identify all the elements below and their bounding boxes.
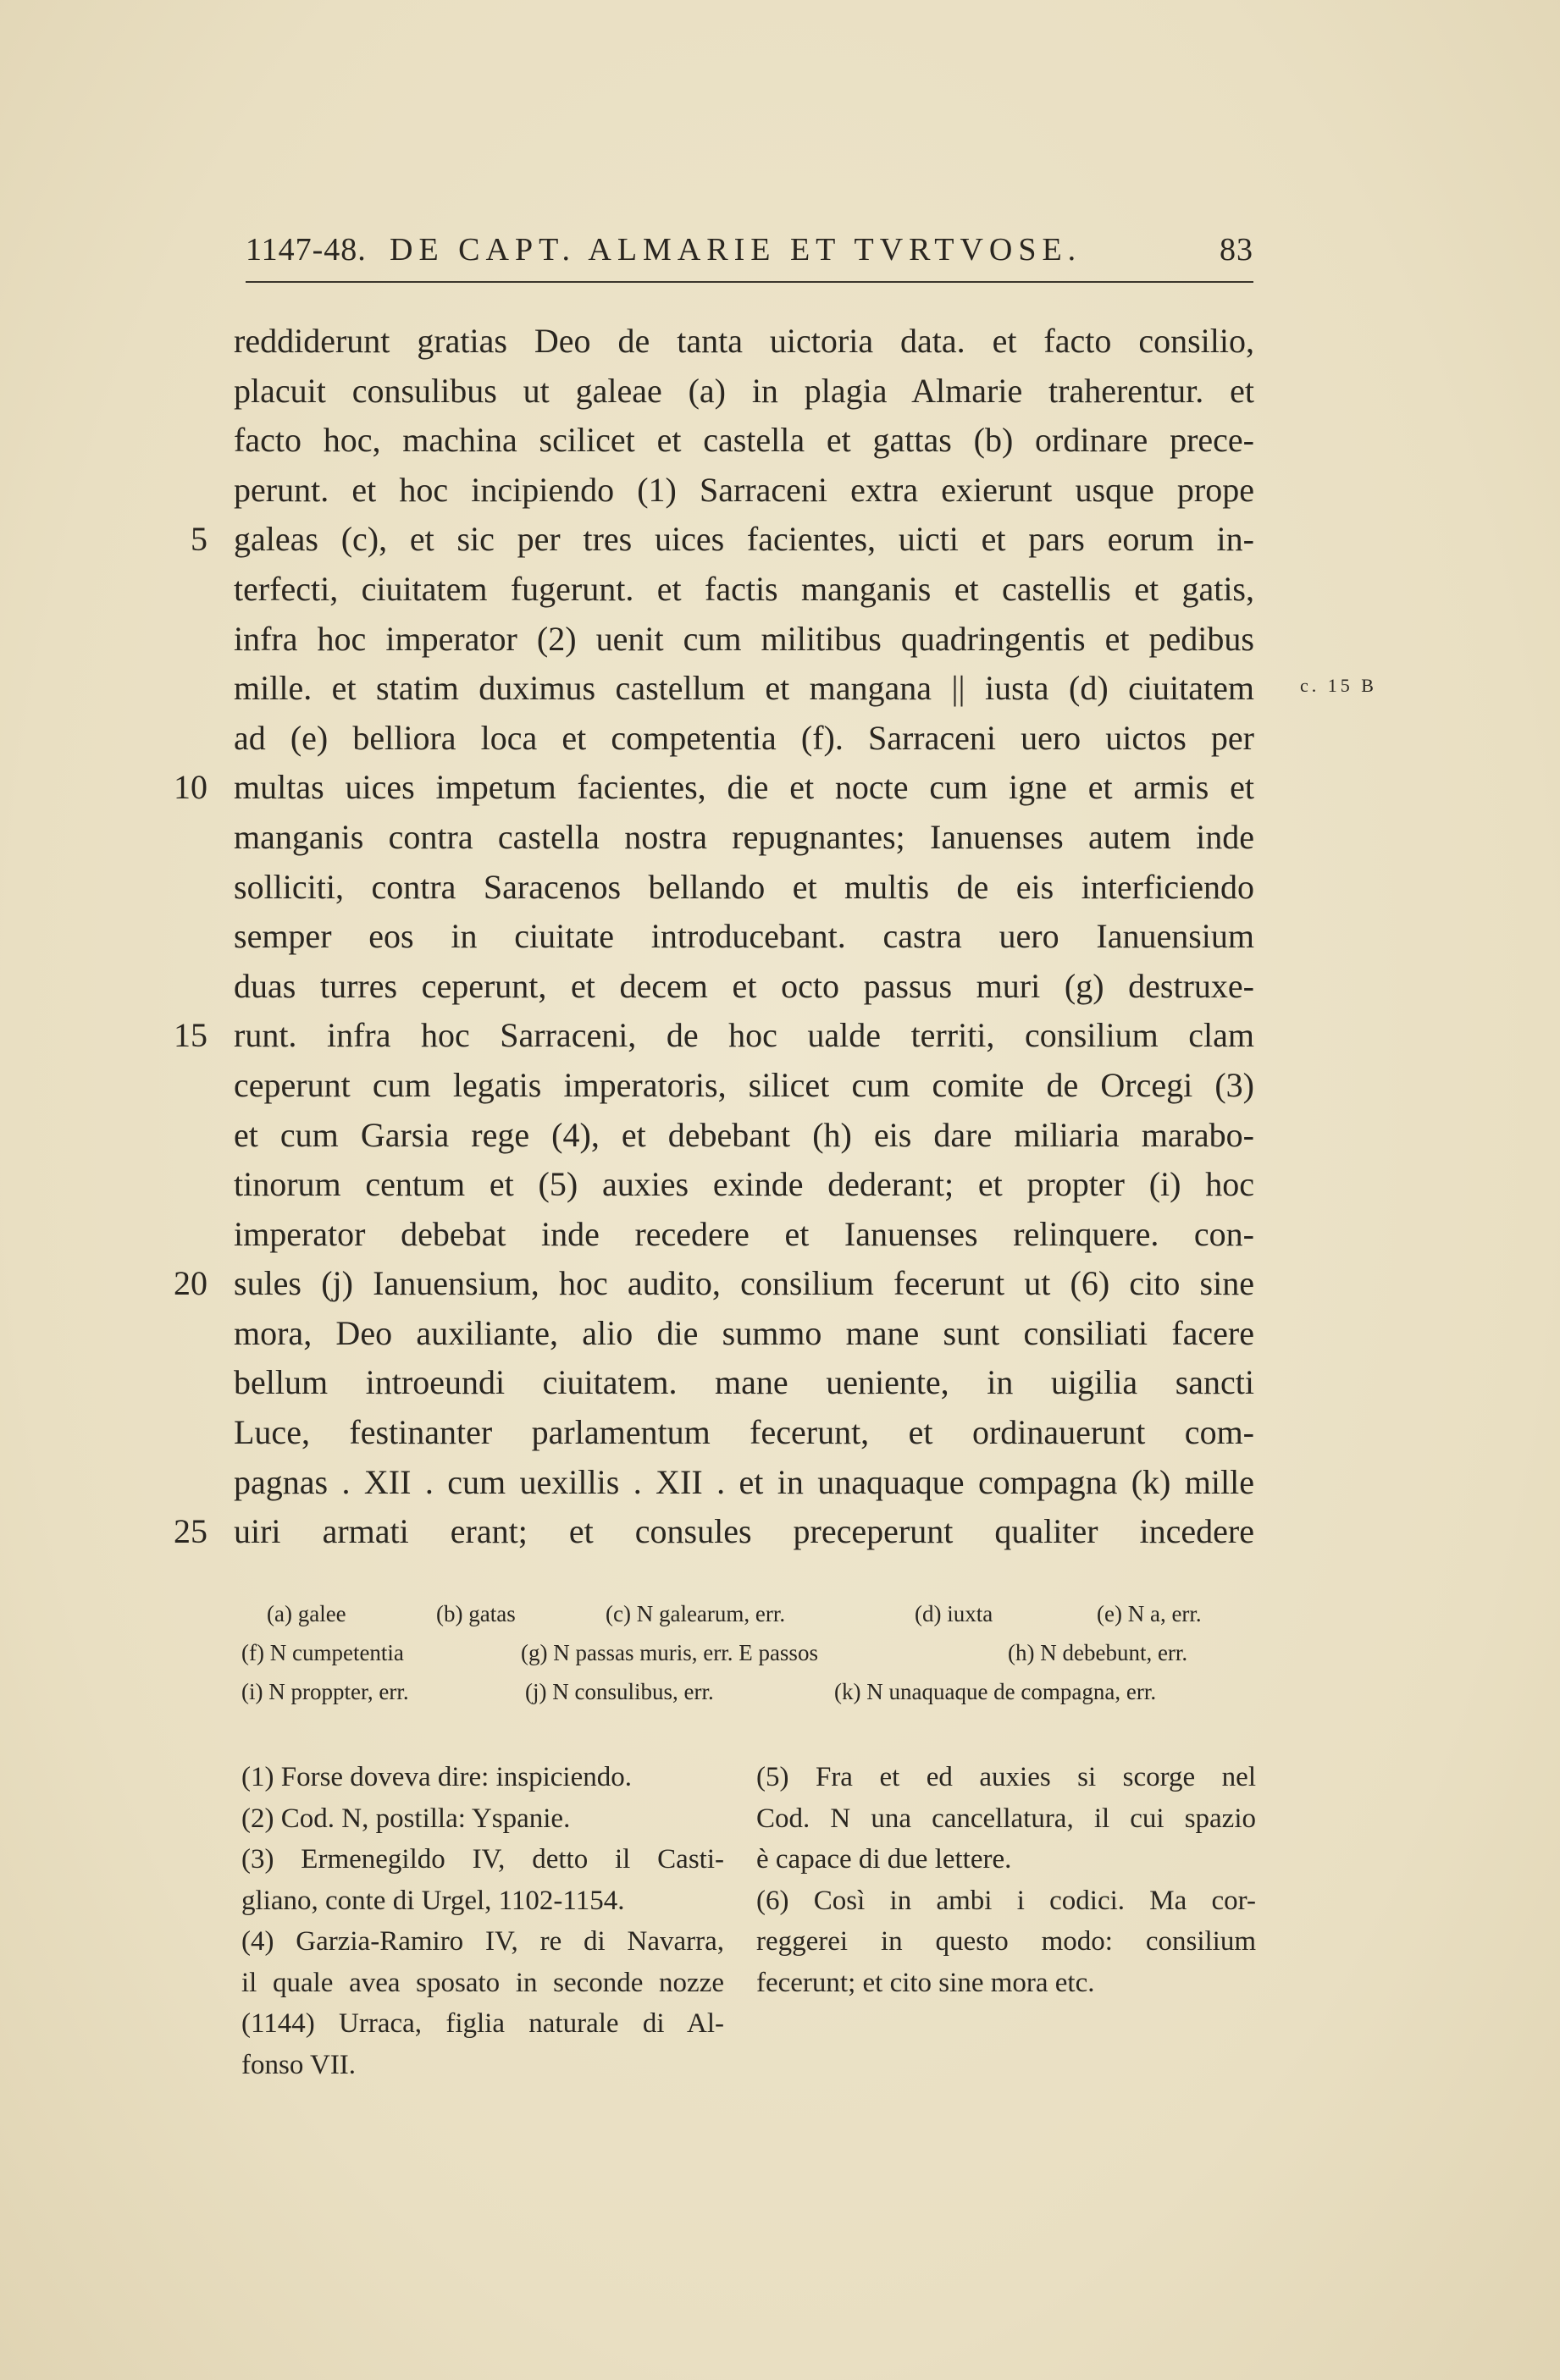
footnote-line: fecerunt; et cito sine mora etc. [756,1967,1095,1998]
footnote-line: gliano, conte di Urgel, 1102-1154. [241,1885,625,1916]
apparatus-row [241,1596,1258,1635]
text-line: pagnas . XII . cum uexillis . XII . et in unaquaque compagna (k) mille [234,1462,1254,1501]
footnote-line: (1) Forse doveva dire: inspiciendo. [241,1762,632,1792]
footnote-line: fonso VII. [241,2049,357,2080]
footnote-line: Cod. N una cancellatura, il cui spazio [756,1803,1256,1834]
footnote-line: (6) Così in ambi i codici. Ma cor- [756,1885,1256,1916]
footnotes-left [241,1757,724,2085]
text-line: manganis contra castella nostra repugnantes; Ianuenses autem inde [234,817,1254,856]
footnote-line: (2) Cod. N, postilla: Yspanie. [241,1803,571,1834]
text-line: mille. et statim duximus castellum et mangana || iusta (d) ciuitatem [234,669,1254,708]
text-line: tinorum centum et (5) auxies exinde dederant; et propter (i) hoc [234,1165,1254,1204]
footnotes-right [756,1757,1256,2003]
line-number: 25 [174,1512,207,1551]
apparatus-entry: (a) galee [267,1601,346,1626]
text-line: infra hoc imperator (2) uenit cum militibus quadringentis et pedibus [234,619,1254,658]
footnote-line: (4) Garzia-Ramiro IV, re di Navarra, [241,1926,724,1957]
text-line: mora, Deo auxiliante, alio die summo mane sunt consiliati facere [234,1313,1254,1352]
text-line: et cum Garsia rege (4), et debebant (h) eis dare miliaria marabo- [234,1115,1254,1154]
line-number: 10 [174,768,207,807]
apparatus-entry: (j) N consulibus, err. [525,1679,714,1704]
apparatus-entry: (k) N unaquaque de compagna, err. [834,1679,1157,1704]
apparatus-entry: (c) N galearum, err. [606,1601,786,1626]
apparatus-entry: (i) N proppter, err. [241,1679,409,1704]
footnote-line: (5) Fra et ed auxies si scorge nel [756,1762,1256,1792]
margin-note: c. 15 B [1300,675,1377,696]
apparatus-entry: (d) iuxta [915,1601,993,1626]
text-line: runt. infra hoc Sarraceni, de hoc ualde territi, consilium clam [234,1016,1254,1055]
text-line: semper eos in ciuitate introducebant. castra uero Ianuensium [234,917,1254,956]
header-years: 1147-48. [246,232,367,268]
apparatus-entry: (e) N a, err. [1097,1601,1202,1626]
text-line: Luce, festinanter parlamentum fecerunt, et ordinauerunt com- [234,1413,1254,1452]
footnote-line: (1144) Urraca, figlia naturale di Al- [241,2008,724,2039]
line-number: 15 [174,1016,207,1055]
line-number: 20 [174,1264,207,1303]
text-line: facto hoc, machina scilicet et castella et gattas (b) ordinare prece- [234,421,1254,460]
footnote-line: il quale avea sposato in seconde nozze [241,1967,724,1998]
footnote-line: reggerei in questo modo: consilium [756,1926,1256,1957]
text-line: reddiderunt gratias Deo de tanta uictoria data. et facto consilio, [234,322,1254,360]
text-line: galeas (c), et sic per tres uices facientes, uicti et pars eorum in- [234,520,1254,559]
page-number: 83 [1220,232,1253,268]
text-line: imperator debebat inde recedere et Ianuenses relinquere. con- [234,1214,1254,1253]
text-line: ad (e) belliora loca et competentia (f). Sarraceni uero uictos per [234,718,1254,757]
header-title: DE CAPT. ALMARIE ET TVRTVOSE. [390,232,1082,268]
text-line: multas uices impetum facientes, die et nocte cum igne et armis et [234,768,1254,807]
footnote-line: (3) Ermenegildo IV, detto il Casti- [241,1844,724,1875]
apparatus-entry: (g) N passas muris, err. E passos [521,1640,818,1665]
apparatus-row [241,1635,1258,1674]
text-line: perunt. et hoc incipiendo (1) Sarraceni extra exierunt usque prope [234,470,1254,509]
line-number: 5 [191,520,207,559]
header-rule [246,281,1253,283]
apparatus-entry: (f) N cumpetentia [241,1640,404,1665]
critical-apparatus [241,1596,1258,1713]
apparatus-entry: (b) gatas [436,1601,516,1626]
text-line: duas turres ceperunt, et decem et octo passus muri (g) destruxe- [234,966,1254,1005]
text-line: placuit consulibus ut galeae (a) in plagia Almarie traherentur. et [234,371,1254,410]
apparatus-row [241,1674,1258,1713]
main-text [234,317,1254,1557]
footnote-line: è capace di due lettere. [756,1844,1012,1875]
apparatus-entry: (h) N debebunt, err. [1008,1640,1188,1665]
text-line: solliciti, contra Saracenos bellando et multis de eis interficiendo [234,867,1254,906]
running-header [246,224,1253,275]
text-line: terfecti, ciuitatem fugerunt. et factis manganis et castellis et gatis, [234,569,1254,608]
text-line: ceperunt cum legatis imperatoris, silicet cum comite de Orcegi (3) [234,1065,1254,1104]
text-line: bellum introeundi ciuitatem. mane ueniente, in uigilia sancti [234,1363,1254,1402]
text-line: uiri armati erant; et consules preceperunt qualiter incedere [234,1512,1254,1551]
text-line: sules (j) Ianuensium, hoc audito, consilium fecerunt ut (6) cito sine [234,1264,1254,1303]
